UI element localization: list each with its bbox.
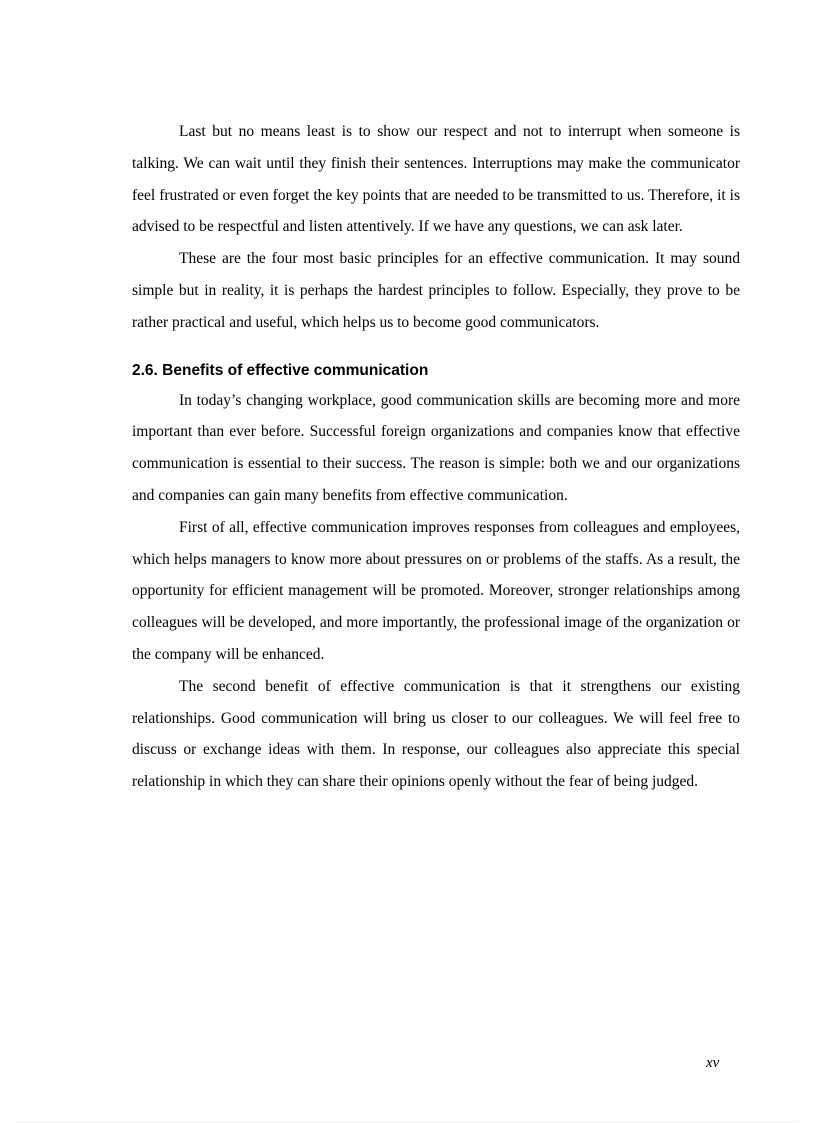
paragraph-second-benefit: The second benefit of effective communication is that it strengthens our existing relationships. Good communication will bring us closer to our colleagues. We will feel free to discuss or exchange ideas with them. In response, our colleagues also appreciate this special relationship in which they can share their opinions openly without the fear of being judged.	[132, 677, 740, 791]
paragraph-benefits-intro: In today’s changing workplace, good communication skills are becoming more and more important than ever before. Successful foreign organizations and companies know that effective communication is essential to their success. The reason is simple: both we and our organizations and companies can gain many benefits from effective communication.	[132, 391, 740, 504]
section-heading: 2.6. Benefits of effective communication	[132, 361, 429, 379]
paragraph-interruption: Last but no means least is to show our respect and not to interrupt when someone is talking. We can wait until they finish their sentences. Interruptions may make the communicator feel frustrated or even forget the key points that are needed to be transmitted to us. Therefore, it is advised to be respectful and listen attentively. If we have any questions, we can ask later.	[132, 123, 740, 236]
paragraph-principles-summary: These are the four most basic principles for an effective communication. It may sound simple but in reality, it is perhaps the hardest principles to follow. Especially, they prove to be rather practical and useful, which helps us to become good communicators.	[132, 250, 740, 331]
paragraph-first-benefit: First of all, effective communication improves responses from colleagues and employees, which helps managers to know more about pressures on or problems of the staffs. As a result, the opportunity for efficient management will be promoted. Moreover, stronger relationships among colleagues will be developed, and more importantly, the professional image of the organization or the company will be enhanced.	[132, 518, 740, 663]
page-body	[132, 116, 740, 798]
page-bottom-rule	[18, 1121, 798, 1122]
page-number: xv	[706, 1055, 720, 1071]
